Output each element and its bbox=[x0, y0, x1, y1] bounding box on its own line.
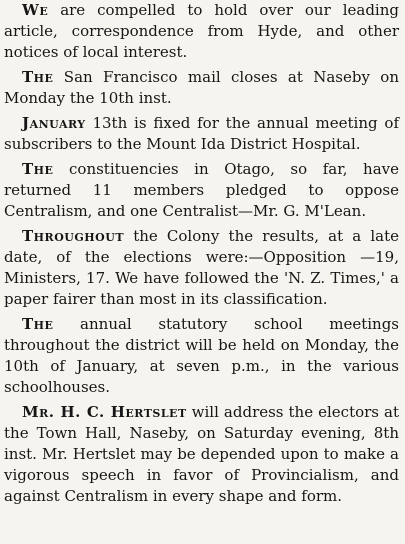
notice-election-results bbox=[0, 226, 399, 310]
notice-text: are compelled to hold over our leading article, correspondence from Hyde, and other notices of local interest. bbox=[4, 1, 399, 61]
notice-text: 13th is fixed for the annual meeting of subscribers to the Mount Ida District Hospital. bbox=[4, 114, 399, 153]
notice-text: San Francisco mail closes at Naseby on Monday the 10th inst. bbox=[4, 68, 399, 107]
notice-lead: We bbox=[22, 1, 49, 19]
notice-lead: The bbox=[22, 68, 54, 86]
notice-text: the Colony the results, at a late date, of the elections were:—Opposition —19, Ministers, 17. We have followed the 'N. Z. Times,' a paper fairer than most in its classification. bbox=[4, 227, 399, 308]
notice-text: constituencies in Otago, so far, have returned 11 members pledged to oppose Centralism, and one Centralist—Mr. G. M'Lean. bbox=[4, 160, 399, 220]
notice-lead: January bbox=[22, 114, 86, 132]
notice-lead: The bbox=[22, 315, 54, 333]
notice-lead: Mr. H. C. Hertslet bbox=[22, 403, 187, 421]
notice-text: annual statutory school meetings throughout the district will be held on Monday, the 10th of January, at seven p.m., in the various schoolhouses. bbox=[4, 315, 399, 396]
notice-lead: Throughout bbox=[22, 227, 125, 245]
notice-lead: The bbox=[22, 160, 54, 178]
notice-hospital-meeting bbox=[0, 113, 399, 155]
notice-mail bbox=[0, 67, 399, 109]
notice-hertslet-address bbox=[0, 402, 399, 507]
notice-school-meetings bbox=[0, 314, 399, 398]
notice-held-over bbox=[0, 0, 399, 63]
notice-constituencies bbox=[0, 159, 399, 222]
notice-text: will address the electors at the Town Hall, Naseby, on Saturday evening, 8th inst. Mr. Hertslet may be depended upon to make a vigorous speech in favor of Provincialism, and against Centralism in every shape and form. bbox=[4, 403, 399, 505]
